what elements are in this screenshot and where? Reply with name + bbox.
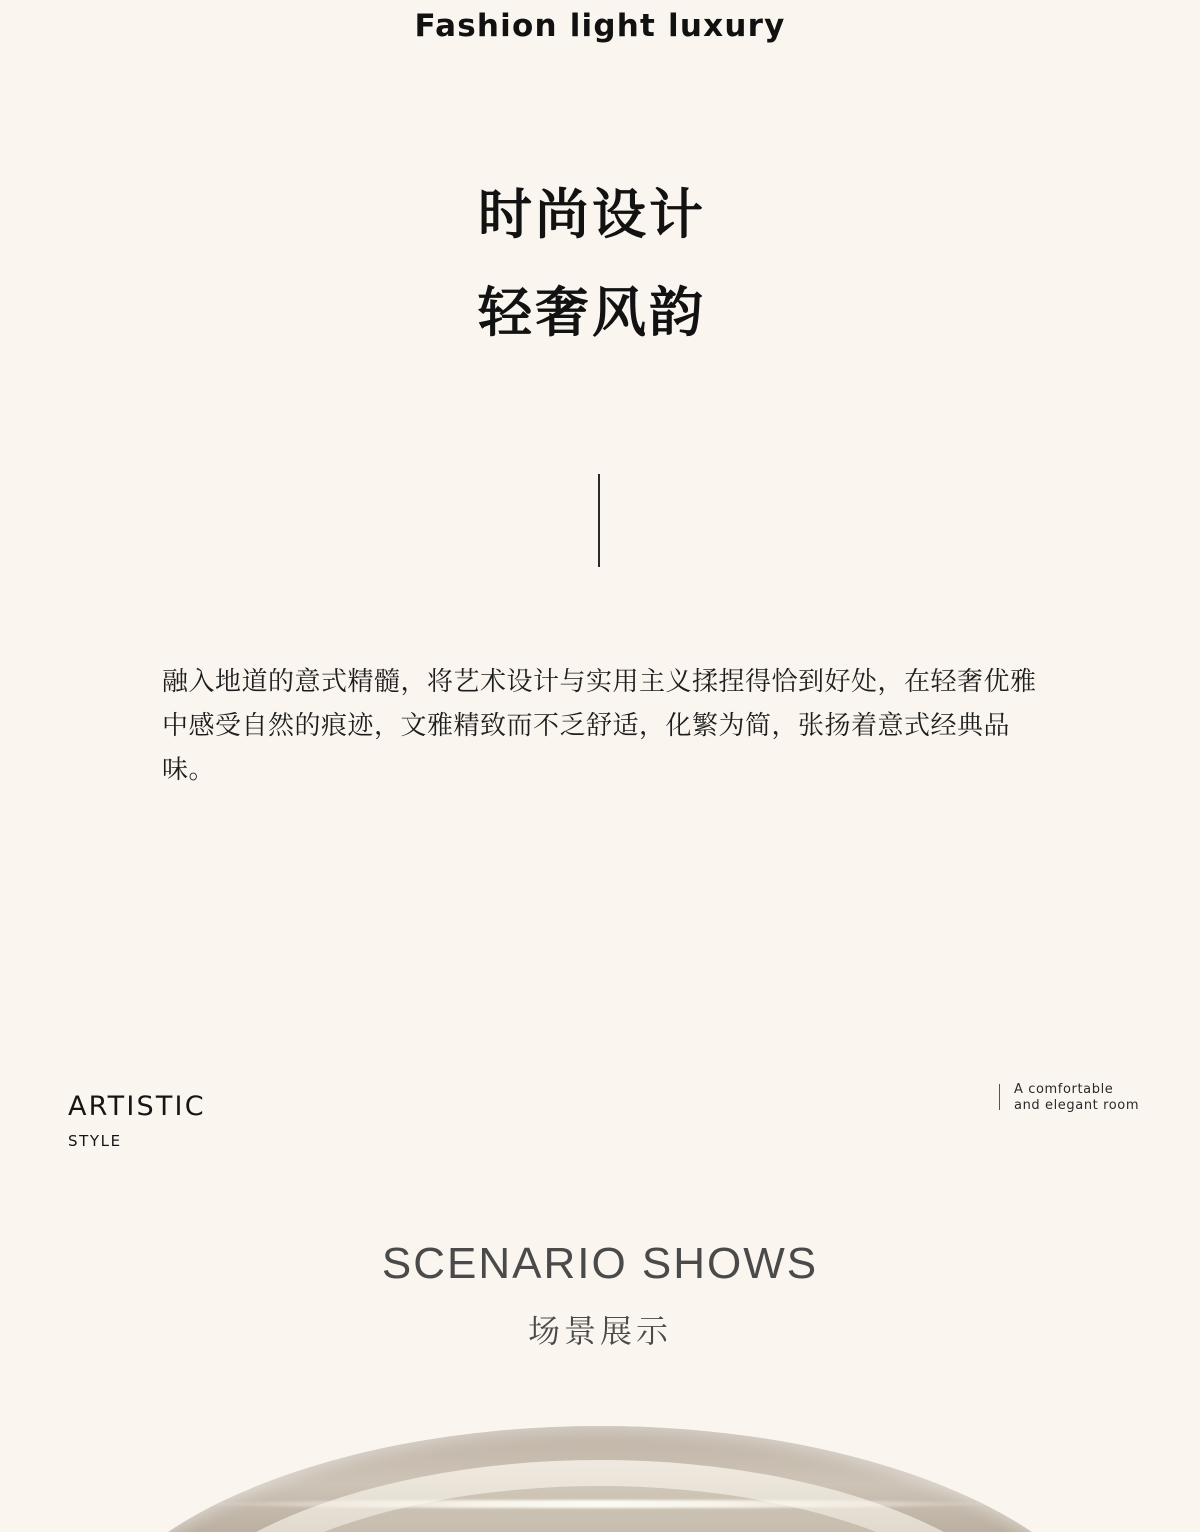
vertical-divider: [598, 474, 600, 567]
scenario-title-cn: 场景展示: [527, 1312, 672, 1351]
scenario-section: [0, 1240, 1200, 1352]
photo-mask-left: [0, 1426, 110, 1532]
banner-title: Fashion light luxury: [414, 7, 786, 44]
artistic-subtitle: STYLE: [68, 1131, 122, 1150]
headline-line-1: 时尚设计: [478, 183, 706, 246]
side-note-text: A comfortable and elegant room: [1014, 1082, 1140, 1113]
headline-block: [478, 183, 1078, 344]
body-paragraph: 融入地道的意式精髓，将艺术设计与实用主义揉捏得恰到好处，在轻奢优雅中感受自然的痕迹，文雅精致而不乏舒适，化繁为简，张扬着意式经典品味。: [162, 667, 1037, 785]
scenario-title-en: SCENARIO SHOWS: [381, 1239, 819, 1288]
top-banner: [0, 0, 1200, 52]
photo-mask-right: [1090, 1426, 1200, 1532]
ceiling-light-glow: [190, 1500, 1010, 1508]
artistic-style-block: [68, 1092, 206, 1150]
artistic-title: ARTISTIC: [68, 1091, 206, 1122]
side-note-divider: [999, 1084, 1000, 1110]
side-note: [999, 1082, 1144, 1114]
headline-line-2: 轻奢风韵: [478, 281, 706, 344]
scene-photo: [0, 1426, 1200, 1532]
